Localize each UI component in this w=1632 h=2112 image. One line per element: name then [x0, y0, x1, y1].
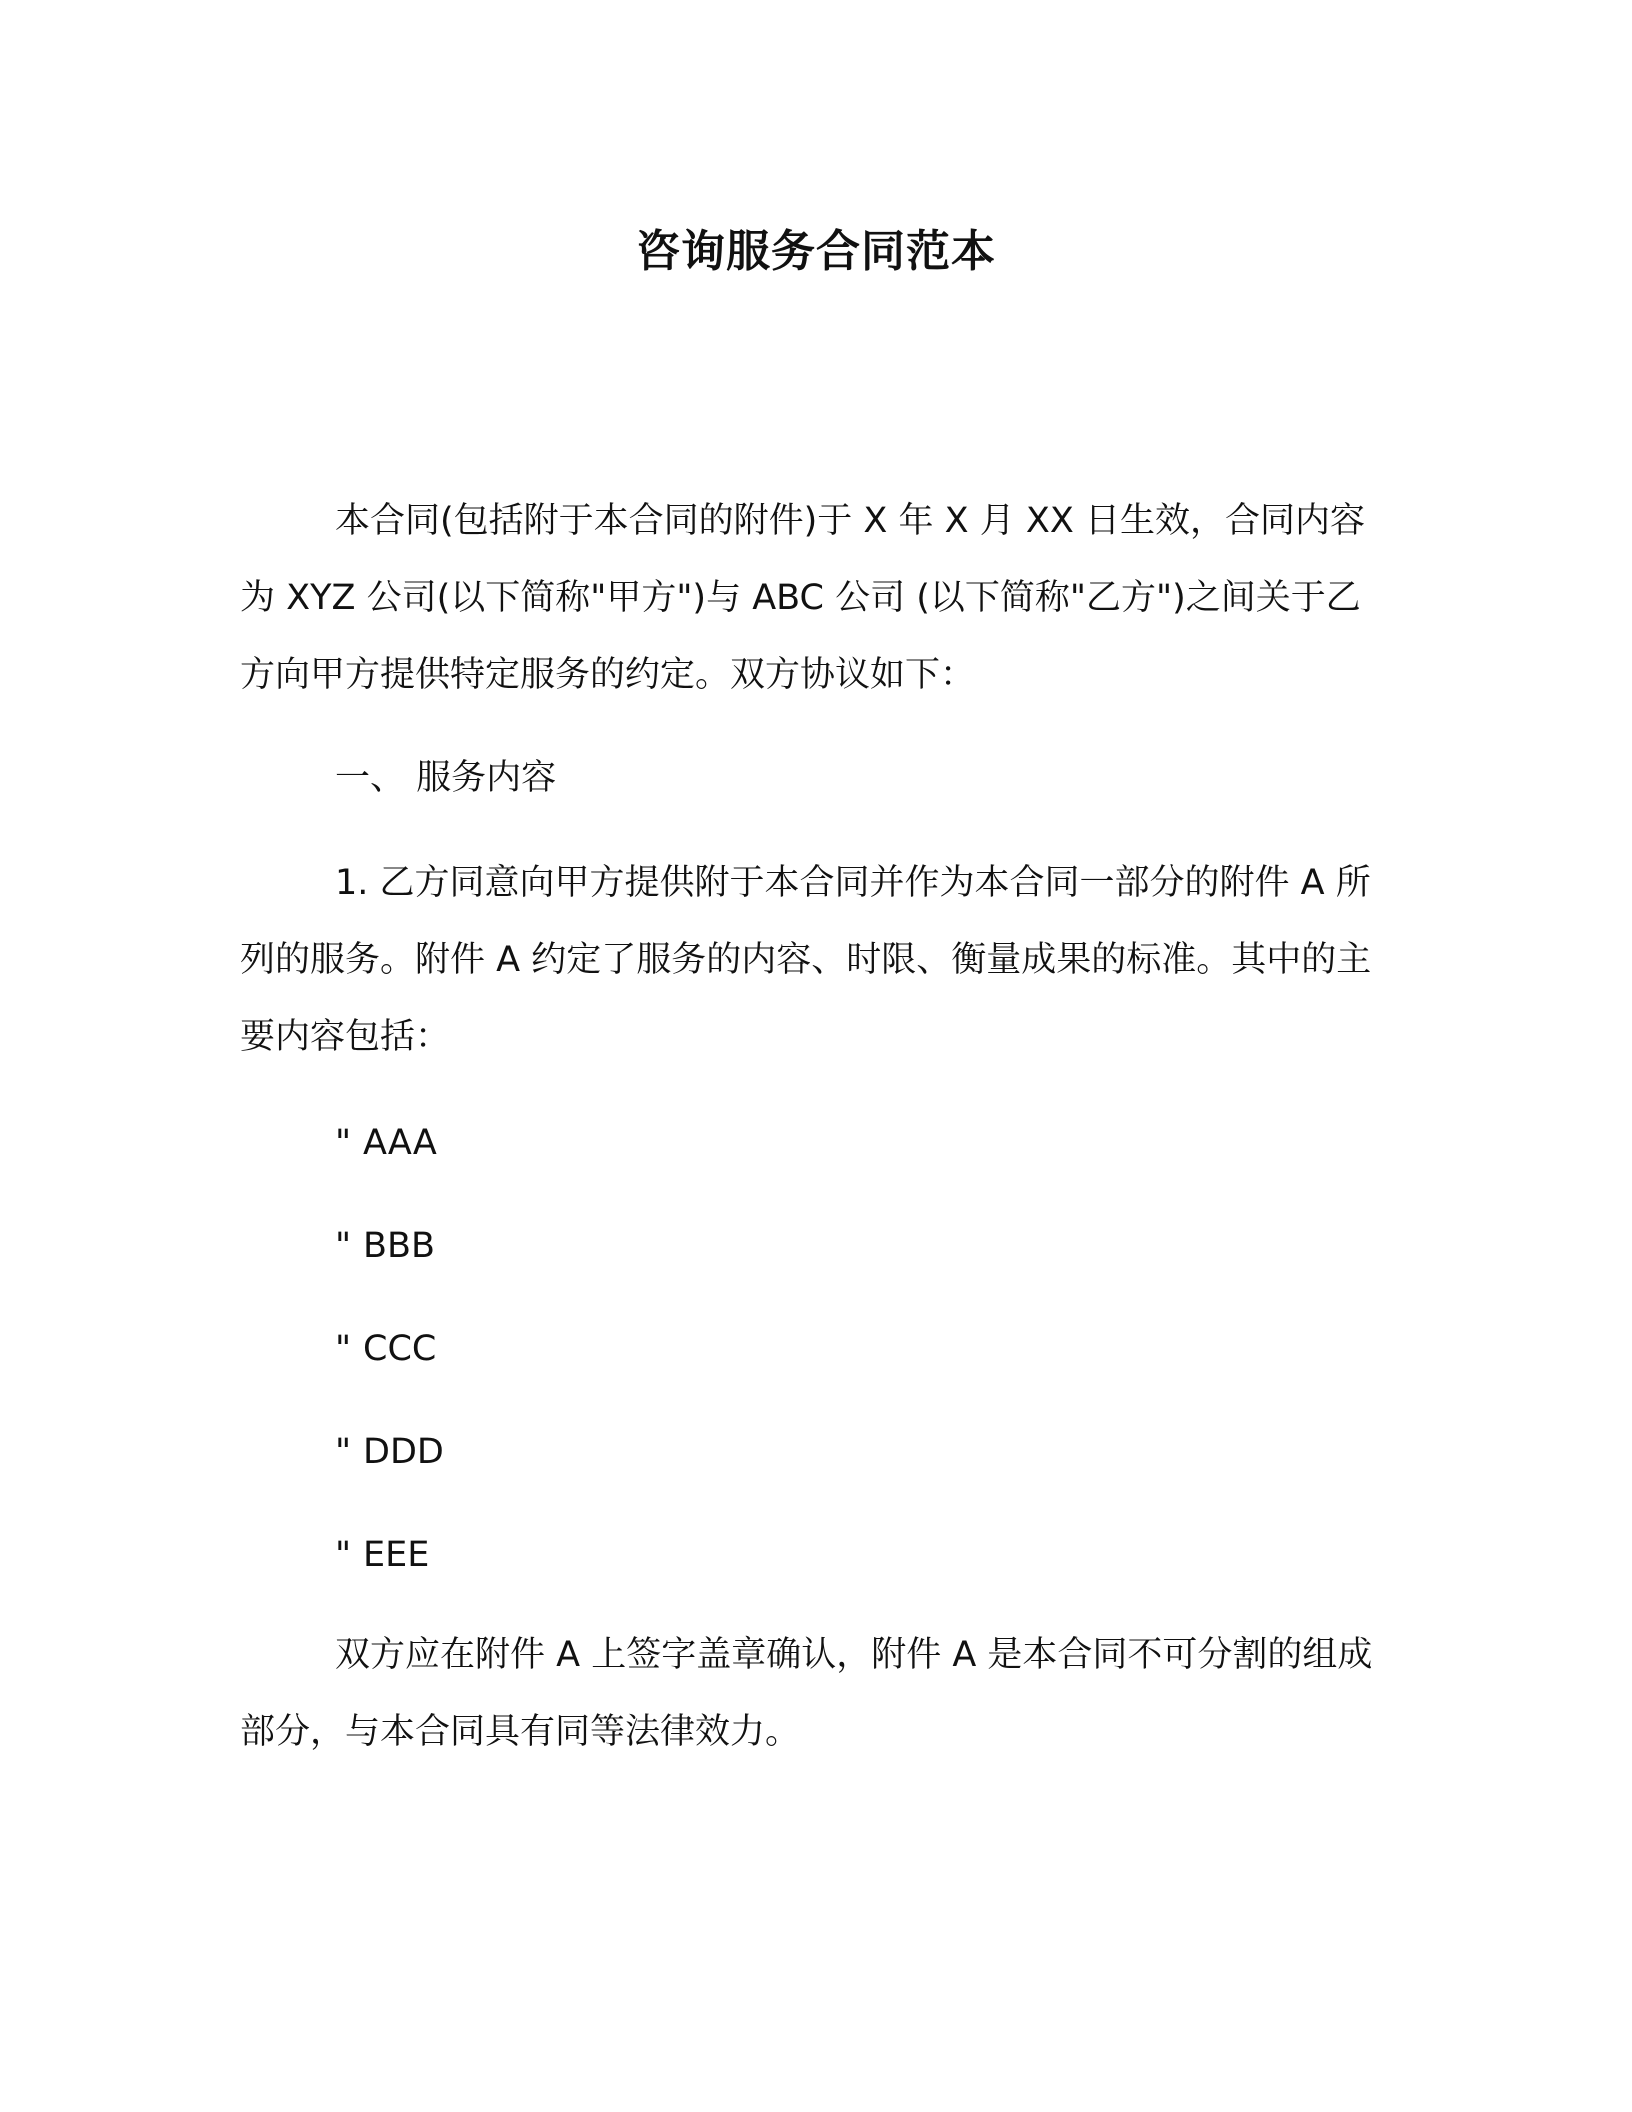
list-item-text: AAA: [363, 1123, 437, 1163]
closing-paragraph: 双方应在附件 A 上签字盖章确认，附件 A 是本合同不可分割的组成部分，与本合同具有同等法律效力。: [240, 1635, 1373, 1752]
list-item: [335, 1530, 429, 1580]
list-item: [335, 1118, 437, 1168]
list-item-text: BBB: [363, 1226, 436, 1266]
list-item: [335, 1324, 436, 1374]
list-item-mark: ": [335, 1123, 352, 1163]
intro-paragraph: 本合同(包括附于本合同的附件)于 X 年 X 月 XX 日生效，合同内容为 XYZ 公司(以下简称"甲方")与 ABC 公司 (以下简称"乙方")之间关于乙方向甲方提供特定服务的约定。双方协议如下：: [240, 501, 1365, 695]
list-item-text: EEE: [363, 1535, 430, 1575]
document-title: 咨询服务合同范本: [636, 226, 996, 277]
list-item-mark: ": [335, 1329, 352, 1369]
list-item-text: CCC: [363, 1329, 437, 1369]
list-item-mark: ": [335, 1226, 352, 1266]
section-heading: 一、 服务内容: [335, 758, 557, 798]
list-item-text: DDD: [363, 1432, 444, 1472]
list-item-mark: ": [335, 1432, 352, 1472]
list-item-mark: ": [335, 1535, 352, 1575]
clause-paragraph: 1. 乙方同意向甲方提供附于本合同并作为本合同一部分的附件 A 所列的服务。附件 A 约定了服务的内容、时限、衡量成果的标准。其中的主要内容包括：: [240, 863, 1372, 1057]
list-item: [335, 1427, 444, 1477]
list-item: [335, 1221, 435, 1271]
